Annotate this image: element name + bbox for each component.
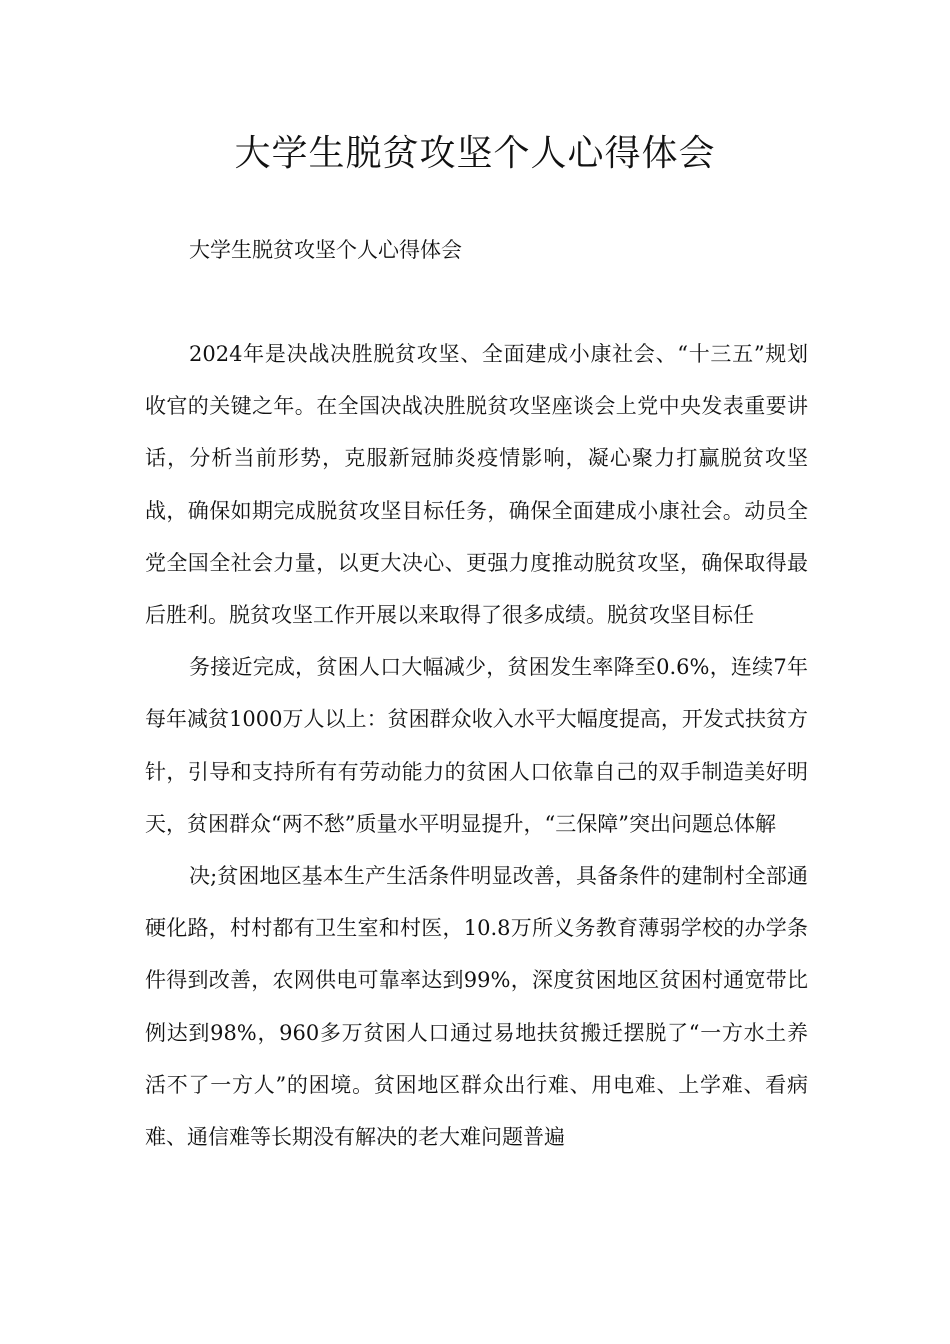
document-body: [145, 328, 808, 1163]
paragraph-1: 2024年是决战决胜脱贫攻坚、全面建成小康社会、“十三五”规划收官的关键之年。在全国决战决胜脱贫攻坚座谈会上党中央发表重要讲话，分析当前形势，克服新冠肺炎疫情影响，凝心聚力打赢脱贫攻坚战，确保如期完成脱贫攻坚目标任务，确保全面建成小康社会。动员全党全国全社会力量，以更大决心、更强力度推动脱贫攻坚，确保取得最后胜利。脱贫攻坚工作开展以来取得了很多成绩。脱贫攻坚目标任: [145, 342, 808, 628]
document-subtitle: 大学生脱贫攻坚个人心得体会: [189, 238, 462, 262]
paragraph-3: 决;贫困地区基本生产生活条件明显改善，具备条件的建制村全部通硬化路，村村都有卫生室和村医，10.8万所义务教育薄弱学校的办学条件得到改善，农网供电可靠率达到99%，深度贫困地区贫困村通宽带比例达到98%，960多万贫困人口通过易地扶贫搬迁摆脱了“一方水土养活不了一方人”的困境。贫困地区群众出行难、用电难、上学难、看病难、通信难等长期没有解决的老大难问题普遍: [145, 864, 808, 1150]
document-title: 大学生脱贫攻坚个人心得体会: [234, 133, 716, 174]
paragraph-2: 务接近完成，贫困人口大幅减少，贫困发生率降至0.6%，连续7年每年减贫1000万人以上：贫困群众收入水平大幅度提高，开发式扶贫方针，引导和支持所有有劳动能力的贫困人口依靠自己的双手制造美好明天，贫困群众“两不愁”质量水平明显提升，“三保障”突出问题总体解: [145, 655, 808, 836]
